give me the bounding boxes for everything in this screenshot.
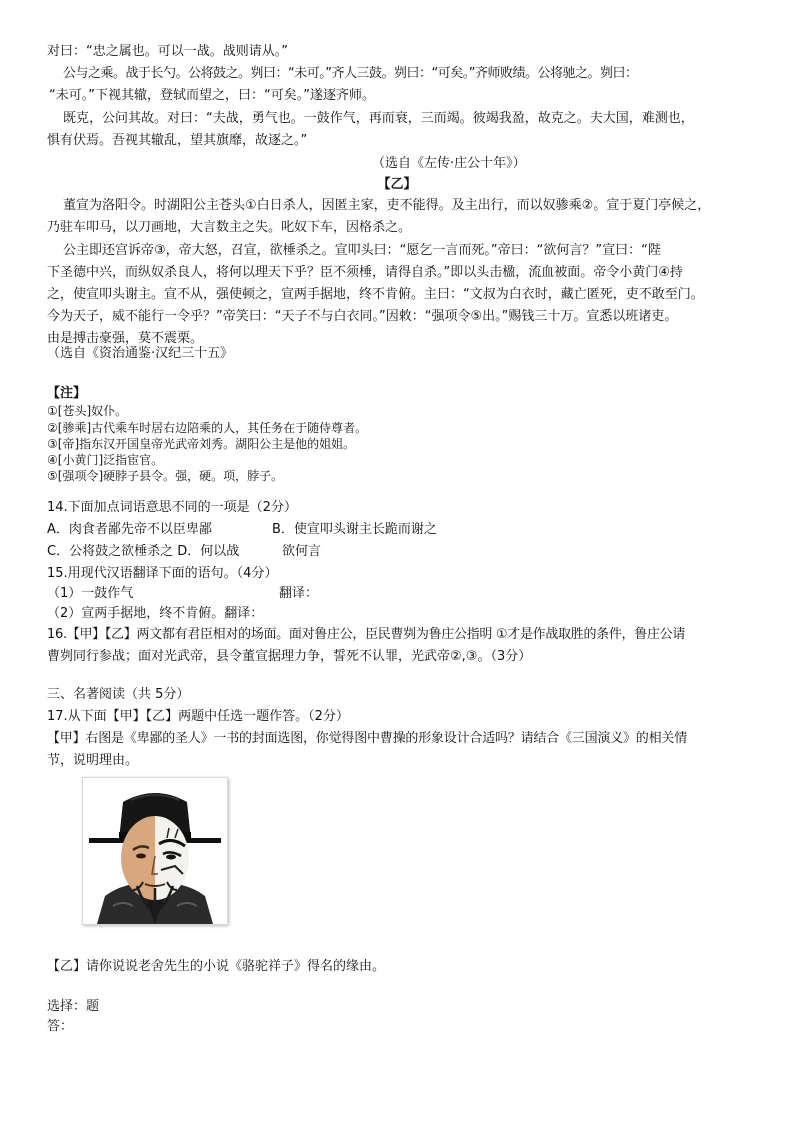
yi-line-2: 乃驻车叩马，以刀画地，大言数主之失。叱奴下车，因格杀之。: [47, 220, 412, 235]
note-2: ②[骖乘]古代乘车时居右边陪乘的人，其任务在于随侍尊者。: [47, 421, 368, 435]
q15-item-1: （1）一鼓作气: [47, 586, 134, 601]
notes-title: 【注】: [47, 386, 87, 401]
q15-stem: 15.用现代汉语翻译下面的语句。（4分）: [47, 566, 278, 581]
yi-line-4: 下圣德中兴，而纵奴杀良人，将何以理天下乎？臣不须棰，请得自杀。”即以头击楹，流血被面。帝令小黄门④持: [47, 265, 683, 280]
yi-line-7: 由是搏击豪强，莫不震栗。: [47, 331, 204, 346]
q16-line-2: 曹刿同行参战；面对光武帝，县令董宣据理力争，誓死不认罪，光武帝②,③。（3分）: [47, 649, 532, 664]
yi-source: （选自《资治通鉴·汉纪三十五》: [47, 346, 234, 361]
yi-line-6: 今为天子，威不能行一令乎？”帝笑曰：“天子不与白衣同。”因敕：“强项令⑤出。”赐钱三十万。宣悉以班诸吏。: [47, 309, 678, 324]
q14-option-cd: C．公将鼓之欲棰杀之 D．何以战: [47, 544, 240, 559]
q14-option-a: A．肉食者鄙先帝不以臣卑鄙: [47, 522, 212, 537]
q14-option-b: B．使宣叩头谢主长跪而谢之: [272, 522, 437, 537]
section-3-heading: 三、名著阅读（共 5分）: [47, 687, 190, 702]
cao-cao-cover-image: [82, 777, 228, 925]
jia-line-4: 既克，公问其故。对曰：“夫战，勇气也。一鼓作气，再而衰，三而竭。彼竭我盈，故克之。夫大国，难测也，: [63, 111, 694, 126]
note-3: ③[帝]指东汉开国皇帝光武帝刘秀。湖阳公主是他的姐姐。: [47, 437, 356, 451]
yi-heading: 【乙】: [377, 177, 417, 192]
jia-source: （选自《左传·庄公十年》）: [372, 156, 526, 171]
jia-line-3: “未可。”下视其辙，登轼而望之，曰：“可矣。”遂逐齐师。: [49, 88, 375, 103]
q14-stem: 14.下面加点词语意思不同的一项是（2分）: [47, 500, 297, 515]
jia-line-1: 对曰：“忠之属也。可以一战。战则请从。”: [47, 44, 288, 59]
q15-item-2: （2）宣两手据地，终不肯俯。翻译：: [47, 606, 264, 621]
q17-jia-line-2: 节，说明理由。: [47, 753, 139, 768]
jia-line-2: 公与之乘。战于长勺。公将鼓之。刿曰：“未可。”齐人三鼓。刿曰：“可矣。”齐师败绩。公将驰之。刿曰：: [63, 66, 638, 81]
choose-label: 选择：题: [47, 999, 100, 1014]
yi-line-3: 公主即还宫诉帝③，帝大怒，召宣，欲棰杀之。宣叩头曰：“愿乞一言而死。”帝曰：“欲何言？”宣曰：“陛: [63, 243, 661, 258]
note-4: ④[小黄门]泛指宦官。: [47, 453, 164, 467]
note-5: ⑤[强项令]硬脖子县令。强，硬。项，脖子。: [47, 469, 284, 483]
opera-mask-portrait-icon: [83, 778, 227, 924]
note-1: ①[苍头]奴仆。: [47, 404, 128, 418]
q17-yi: 【乙】请你说说老舍先生的小说《骆驼祥子》得名的缘由。: [47, 959, 386, 974]
answer-label: 答：: [47, 1019, 74, 1034]
q16-line-1: 16.【甲】【乙】两文都有君臣相对的场面。面对鲁庄公，臣民曹刿为鲁庄公指明 ①才是作战取胜的条件，鲁庄公请: [47, 627, 686, 642]
yi-line-5: 之，使宣叩头谢主。宣不从，强使顿之，宣两手据地，终不肯俯。主曰：“文叔为白衣时，藏亡匿死，吏不敢至门。: [47, 287, 704, 302]
q17-stem: 17.从下面【甲】【乙】两题中任选一题作答。（2分）: [47, 709, 349, 724]
q17-jia-line-1: 【甲】右图是《卑鄙的圣人》一书的封面选图，你觉得图中曹操的形象设计合适吗？请结合《三国演义》的相关情: [47, 731, 688, 746]
yi-line-1: 董宣为洛阳令。时湖阳公主苍头①白日杀人，因匿主家，吏不能得。及主出行，而以奴骖乘②。宣于夏门亭候之，: [63, 198, 711, 213]
q14-option-d-second: 欲何言: [282, 544, 322, 559]
jia-line-5: 惧有伏焉。吾视其辙乱，望其旗靡，故逐之。”: [47, 133, 308, 148]
q15-item-1-translate-label: 翻译：: [279, 586, 319, 601]
